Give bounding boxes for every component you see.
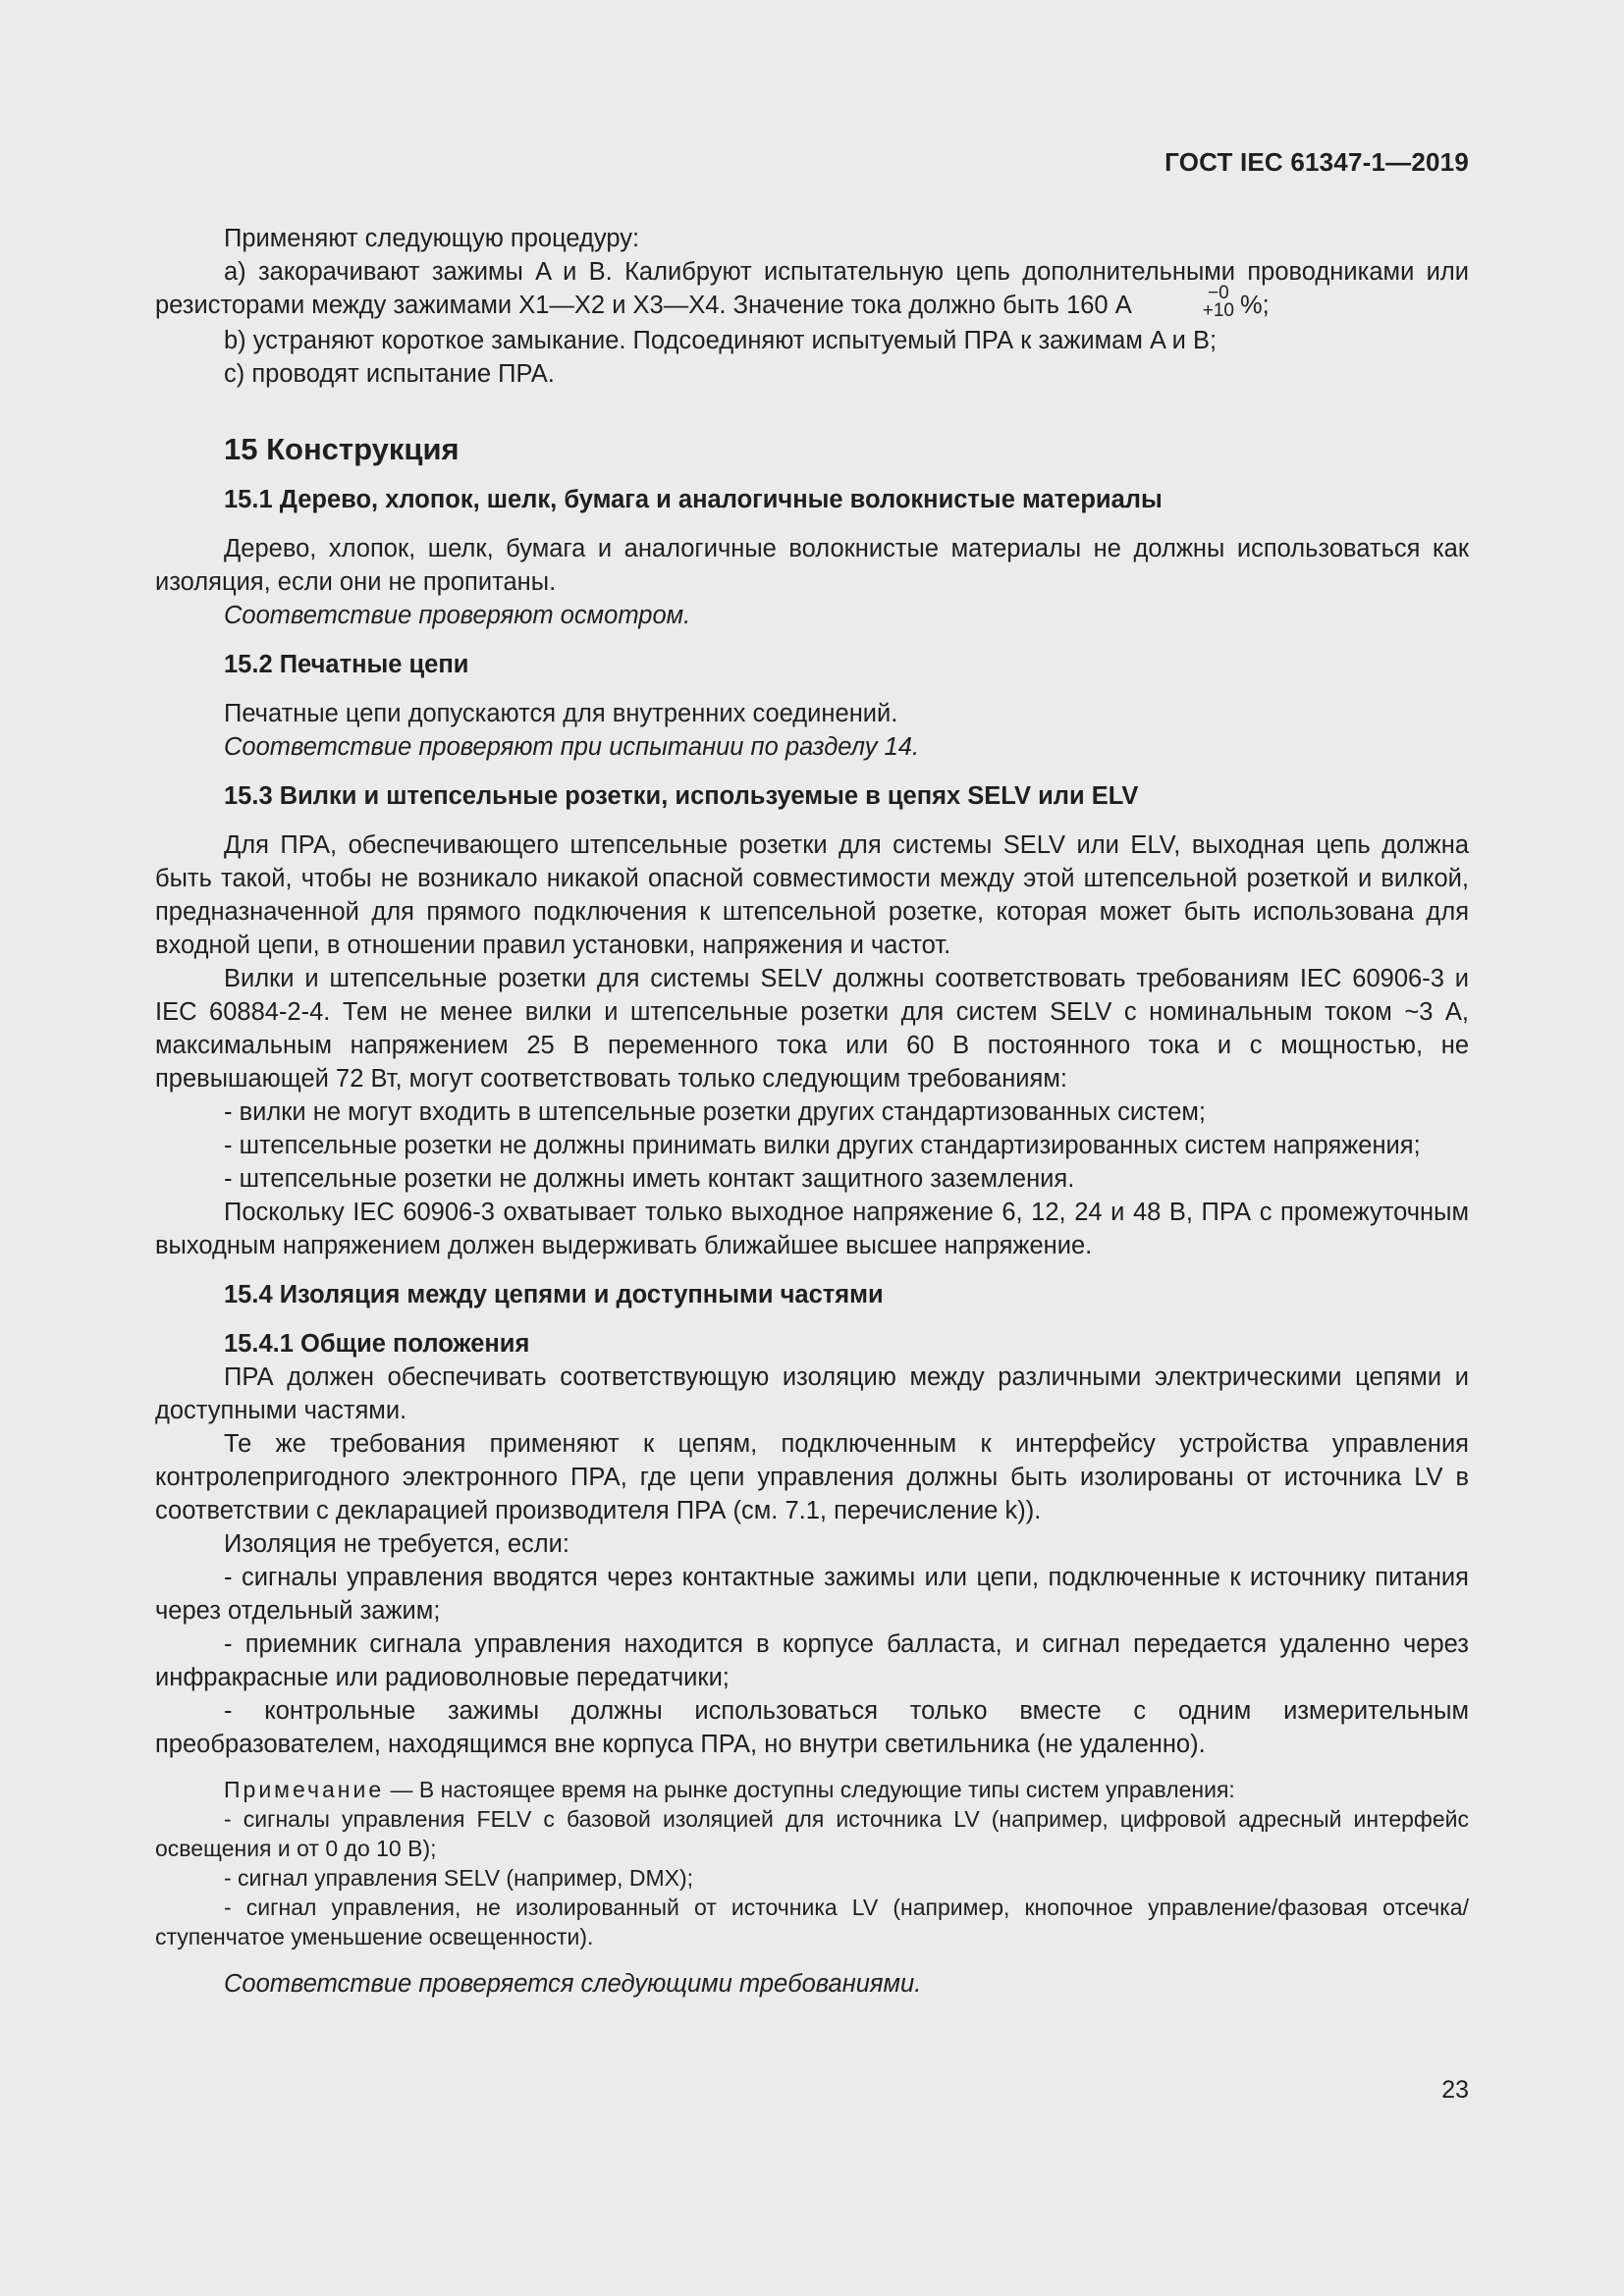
paragraph: Печатные цепи допускаются для внутренних соединений. xyxy=(224,700,898,728)
compliance-note: Соответствие проверяется следующими требованиями. xyxy=(224,1970,922,1999)
subsection-heading-15-4: 15.4 Изоляция между цепями и доступными частями xyxy=(224,1281,884,1309)
subsection-heading-15-4-1: 15.4.1 Общие положения xyxy=(224,1330,530,1359)
paragraph: Поскольку IEC 60906-3 охватывает только выходное напряжение 6, 12, 24 и 48 В, ПРА с промежуточным выходным напряжением должен выдерживать ближайшее высшее напряжение. xyxy=(155,1199,1469,1260)
paragraph: Дерево, хлопок, шелк, бумага и аналогичные волокнистые материалы не должны использоваться как изоляция, если они не пропитаны. xyxy=(155,535,1469,597)
paragraph: Изоляция не требуется, если: xyxy=(224,1530,569,1559)
note-item: - сигналы управления FELV с базовой изоляцией для источника LV (например, цифровой адресный интерфейс освещения и от 0 до 10 В); xyxy=(155,1806,1469,1862)
list-item-a: a) закорачивают зажимы A и B. Калибруют испытательную цепь дополнительными проводниками или резисторами между зажимами X1—X2 и X3—X4. Значение тока должно быть 160 A −0 +10 %; xyxy=(155,258,1469,322)
subsection-heading-15-3: 15.3 Вилки и штепсельные розетки, используемые в цепях SELV или ELV xyxy=(224,782,1139,811)
list-item: - контрольные зажимы должны использоваться только вместе с одним измерительным преобразователем, находящимся вне корпуса ПРА, но внутри светильника (не удаленно). xyxy=(155,1697,1469,1759)
compliance-note: Соответствие проверяют осмотром. xyxy=(224,602,691,630)
list-item: - штепсельные розетки не должны иметь контакт защитного заземления. xyxy=(224,1165,1075,1194)
paragraph: Применяют следующую процедуру: xyxy=(224,225,640,252)
paragraph: Вилки и штепсельные розетки для системы SELV должны соответствовать требованиям IEC 60906-3 и IEC 60884-2-4. Тем не менее вилки и штепсельные розетки для систем SELV с номинальным током ~3 A, максимальным напряжением 25 В переменного тока или 60 В постоянного тока и с мощностью, не превышающей 72 Вт, могут соответствовать только следующим требованиям: xyxy=(155,965,1469,1094)
subsection-heading-15-1: 15.1 Дерево, хлопок, шелк, бумага и аналогичные волокнистые материалы xyxy=(224,486,1163,514)
paragraph: Те же требования применяют к цепям, подключенным к интерфейсу устройства управления контролепригодного электронного ПРА, где цепи управления должны быть изолированы от источника LV в соответствии с декларацией производителя ПРА (см. 7.1, перечисление k)). xyxy=(155,1430,1469,1525)
list-item-b: b) устраняют короткое замыкание. Подсоединяют испытуемый ПРА к зажимам A и B; xyxy=(224,327,1218,355)
subsection-heading-15-2: 15.2 Печатные цепи xyxy=(224,651,469,679)
list-item: - приемник сигнала управления находится в корпусе балласта, и сигнал передается удаленно через инфракрасные или радиоволновые передатчики; xyxy=(155,1630,1469,1692)
list-item: - вилки не могут входить в штепсельные розетки других стандартизованных систем; xyxy=(224,1098,1207,1127)
document-page xyxy=(155,0,1469,2296)
section-heading-15: 15 Конструкция xyxy=(224,432,460,467)
note-item: - сигнал управления SELV (например, DMX); xyxy=(224,1865,694,1892)
page-number: 23 xyxy=(1441,2076,1469,2104)
note-intro: Примечание — В настоящее время на рынке доступны следующие типы систем управления: xyxy=(224,1777,1235,1803)
tolerance-fraction: −0 +10 xyxy=(1202,283,1234,322)
unit-label: A xyxy=(1114,292,1132,319)
note-label: Примечание xyxy=(224,1777,385,1803)
paragraph: ПРА должен обеспечивать соответствующую изоляцию между различными электрическими цепями и доступными частями. xyxy=(155,1363,1469,1425)
list-item: - штепсельные розетки не должны принимать вилки других стандартизированных систем напряжения; xyxy=(224,1132,1421,1160)
compliance-note: Соответствие проверяют при испытании по разделу 14. xyxy=(224,733,920,762)
note-item: - сигнал управления, не изолированный от источника LV (например, кнопочное управление/фазовая отсечка/ступенчатое уменьшение освещенности). xyxy=(155,1895,1469,1950)
list-item-c: c) проводят испытание ПРА. xyxy=(224,360,555,389)
paragraph: Для ПРА, обеспечивающего штепсельные розетки для системы SELV или ELV, выходная цепь должна быть такой, чтобы не возникало никакой опасной совместимости между этой штепсельной розеткой и вилкой, предназначенной для прямого подключения к штепсельной розетке, которая может быть использована для входной цепи, в отношении правил установки, напряжения и частот. xyxy=(155,831,1469,960)
list-item: - сигналы управления вводятся через контактные зажимы или цепи, подключенные к источнику питания через отдельный зажим; xyxy=(155,1564,1469,1626)
document-header: ГОСТ IEC 61347-1—2019 xyxy=(1164,147,1469,177)
document-body xyxy=(155,222,1469,2001)
